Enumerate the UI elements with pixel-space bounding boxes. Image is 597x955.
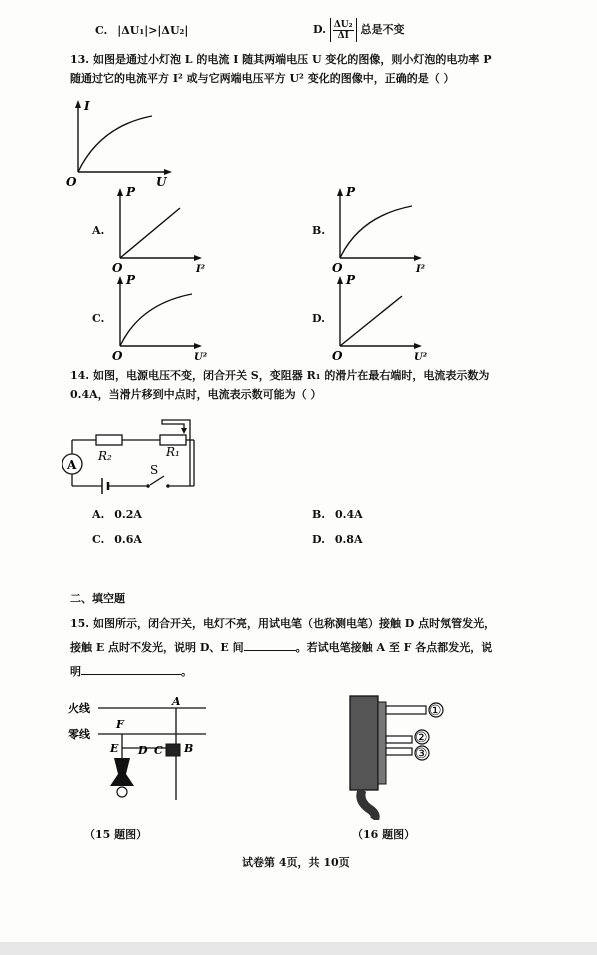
svg-text:P: P [346,185,356,199]
svg-text:O: O [112,261,123,275]
q15-blank-1[interactable] [244,650,296,651]
svg-text:I²: I² [196,264,206,275]
rheostat-r1 [160,435,186,445]
svg-text:U²: U² [194,352,208,363]
q14-circuit [62,412,202,496]
switch-box-icon [166,744,180,756]
svg-text:F: F [116,718,124,731]
exam-page: C. |ΔU₁|>|ΔU₂| D. $\frac{\text{ΔU₂}}{\Delta I}$ 总是不变 13. 如图是通过小灯泡 L 的电流 I 随其两端电压 U 变化的图像，则小灯泡的电功率 P 随通过它的电流平方 I² 或与它两端电压平方 U² 变化的图像中，正确的是（ ） I U O A. P I² O B. P I² O C. P U² O D. P U² O 14. 如图，电源电压不变，闭合开关 S，变阻器 R₁ 的滑片在最右端时，电流表示数为 0.4A，当滑片移到中点时，电流表示数可能为（ ） A R₂ R₁ S A. 0.2A B. 0.4A C. 0.6A D. 0.8A 二、填空题 15. 如图所示，闭合开关，电灯不亮，用试电笔（也称测电笔）接触 D 点时氖管发光， 接触 E 点时不发光，说明 D、E 间 。若试电笔接触 A 至 F 各点都发光，说 明 。 火线 零线 A F E D C B （15 题图） ① ② ③ （16 题图） 试卷第 4页，共 10页 [0,0,597,942]
q15-stem: 15. 如图所示，闭合开关，电灯不亮，用试电笔（也称测电笔）接触 D 点时氖管发光， 接触 E 点时不发光，说明 D、E 间 。若试电笔接触 A 至 F 各点都发光，说 明 。 [70,617,496,678]
svg-text:I²: I² [416,264,426,275]
q13-given-xlabel: U [156,175,167,188]
q14-option-c: C. 0.6A [92,533,142,546]
q14-stem: 14. 如图，电源电压不变，闭合开关 S，变阻器 R₁ 的滑片在最右端时，电流表示数为 0.4A，当滑片移到中点时，电流表示数可能为（ ） [70,369,490,401]
switch-icon [150,476,164,485]
svg-text:R₂: R₂ [98,449,112,463]
q12-option-c: C. |ΔU₁|>|ΔU₂| [95,24,189,37]
pin-2 [386,736,412,743]
q15-figure [66,694,216,806]
q13-stem: 13. 如图是通过小灯泡 L 的电流 I 随其两端电压 U 变化的图像，则小灯泡的电功率 P 随通过它的电流平方 I² 或与它两端电压平方 U² 变化的图像中，正确的是（ ） [70,53,492,85]
plug-body [350,696,378,790]
cable [361,790,375,820]
q13-given-origin: O [66,175,77,188]
q13-given-ylabel: I [84,99,90,113]
q16-figure [340,690,480,820]
svg-text:E: E [110,742,119,755]
pin-1 [386,706,426,714]
svg-text:P: P [126,273,136,287]
svg-text:O: O [112,349,123,363]
svg-text:③: ③ [415,746,428,762]
bottom-bar [0,942,597,955]
svg-text:U²: U² [414,352,428,363]
svg-text:P: P [346,273,356,287]
svg-text:②: ② [415,730,428,746]
q16-caption: （16 题图） [352,828,416,841]
q14-option-b: B. 0.4A [312,508,363,521]
lamp-icon [110,758,134,786]
svg-text:B: B [184,742,194,755]
svg-text:S: S [150,463,159,477]
q15-blank-2[interactable] [81,674,181,675]
section-title: 二、填空题 [70,592,125,605]
svg-text:A: A [67,458,77,472]
svg-text:R₁: R₁ [166,445,180,459]
svg-text:P: P [126,185,136,199]
q12-option-d: D. $\frac{\text{ΔU₂}}{\Delta I}$ 总是不变 [313,19,405,41]
q14-option-a: A. 0.2A [92,508,142,521]
resistor-r2 [96,435,122,445]
svg-text:D: D [138,744,148,757]
svg-text:零线: 零线 [68,728,90,741]
svg-text:火线: 火线 [68,702,90,715]
svg-text:C: C [154,744,163,757]
q14-option-d: D. 0.8A [312,533,363,546]
q13-given-graph [60,96,180,188]
svg-text:O: O [332,261,343,275]
svg-text:①: ① [429,703,442,719]
q15-caption: （15 题图） [84,828,148,841]
svg-text:A: A [172,695,181,708]
pin-3 [386,748,412,755]
svg-text:O: O [332,349,343,363]
page-footer: 试卷第 4页，共 10页 [242,856,350,869]
